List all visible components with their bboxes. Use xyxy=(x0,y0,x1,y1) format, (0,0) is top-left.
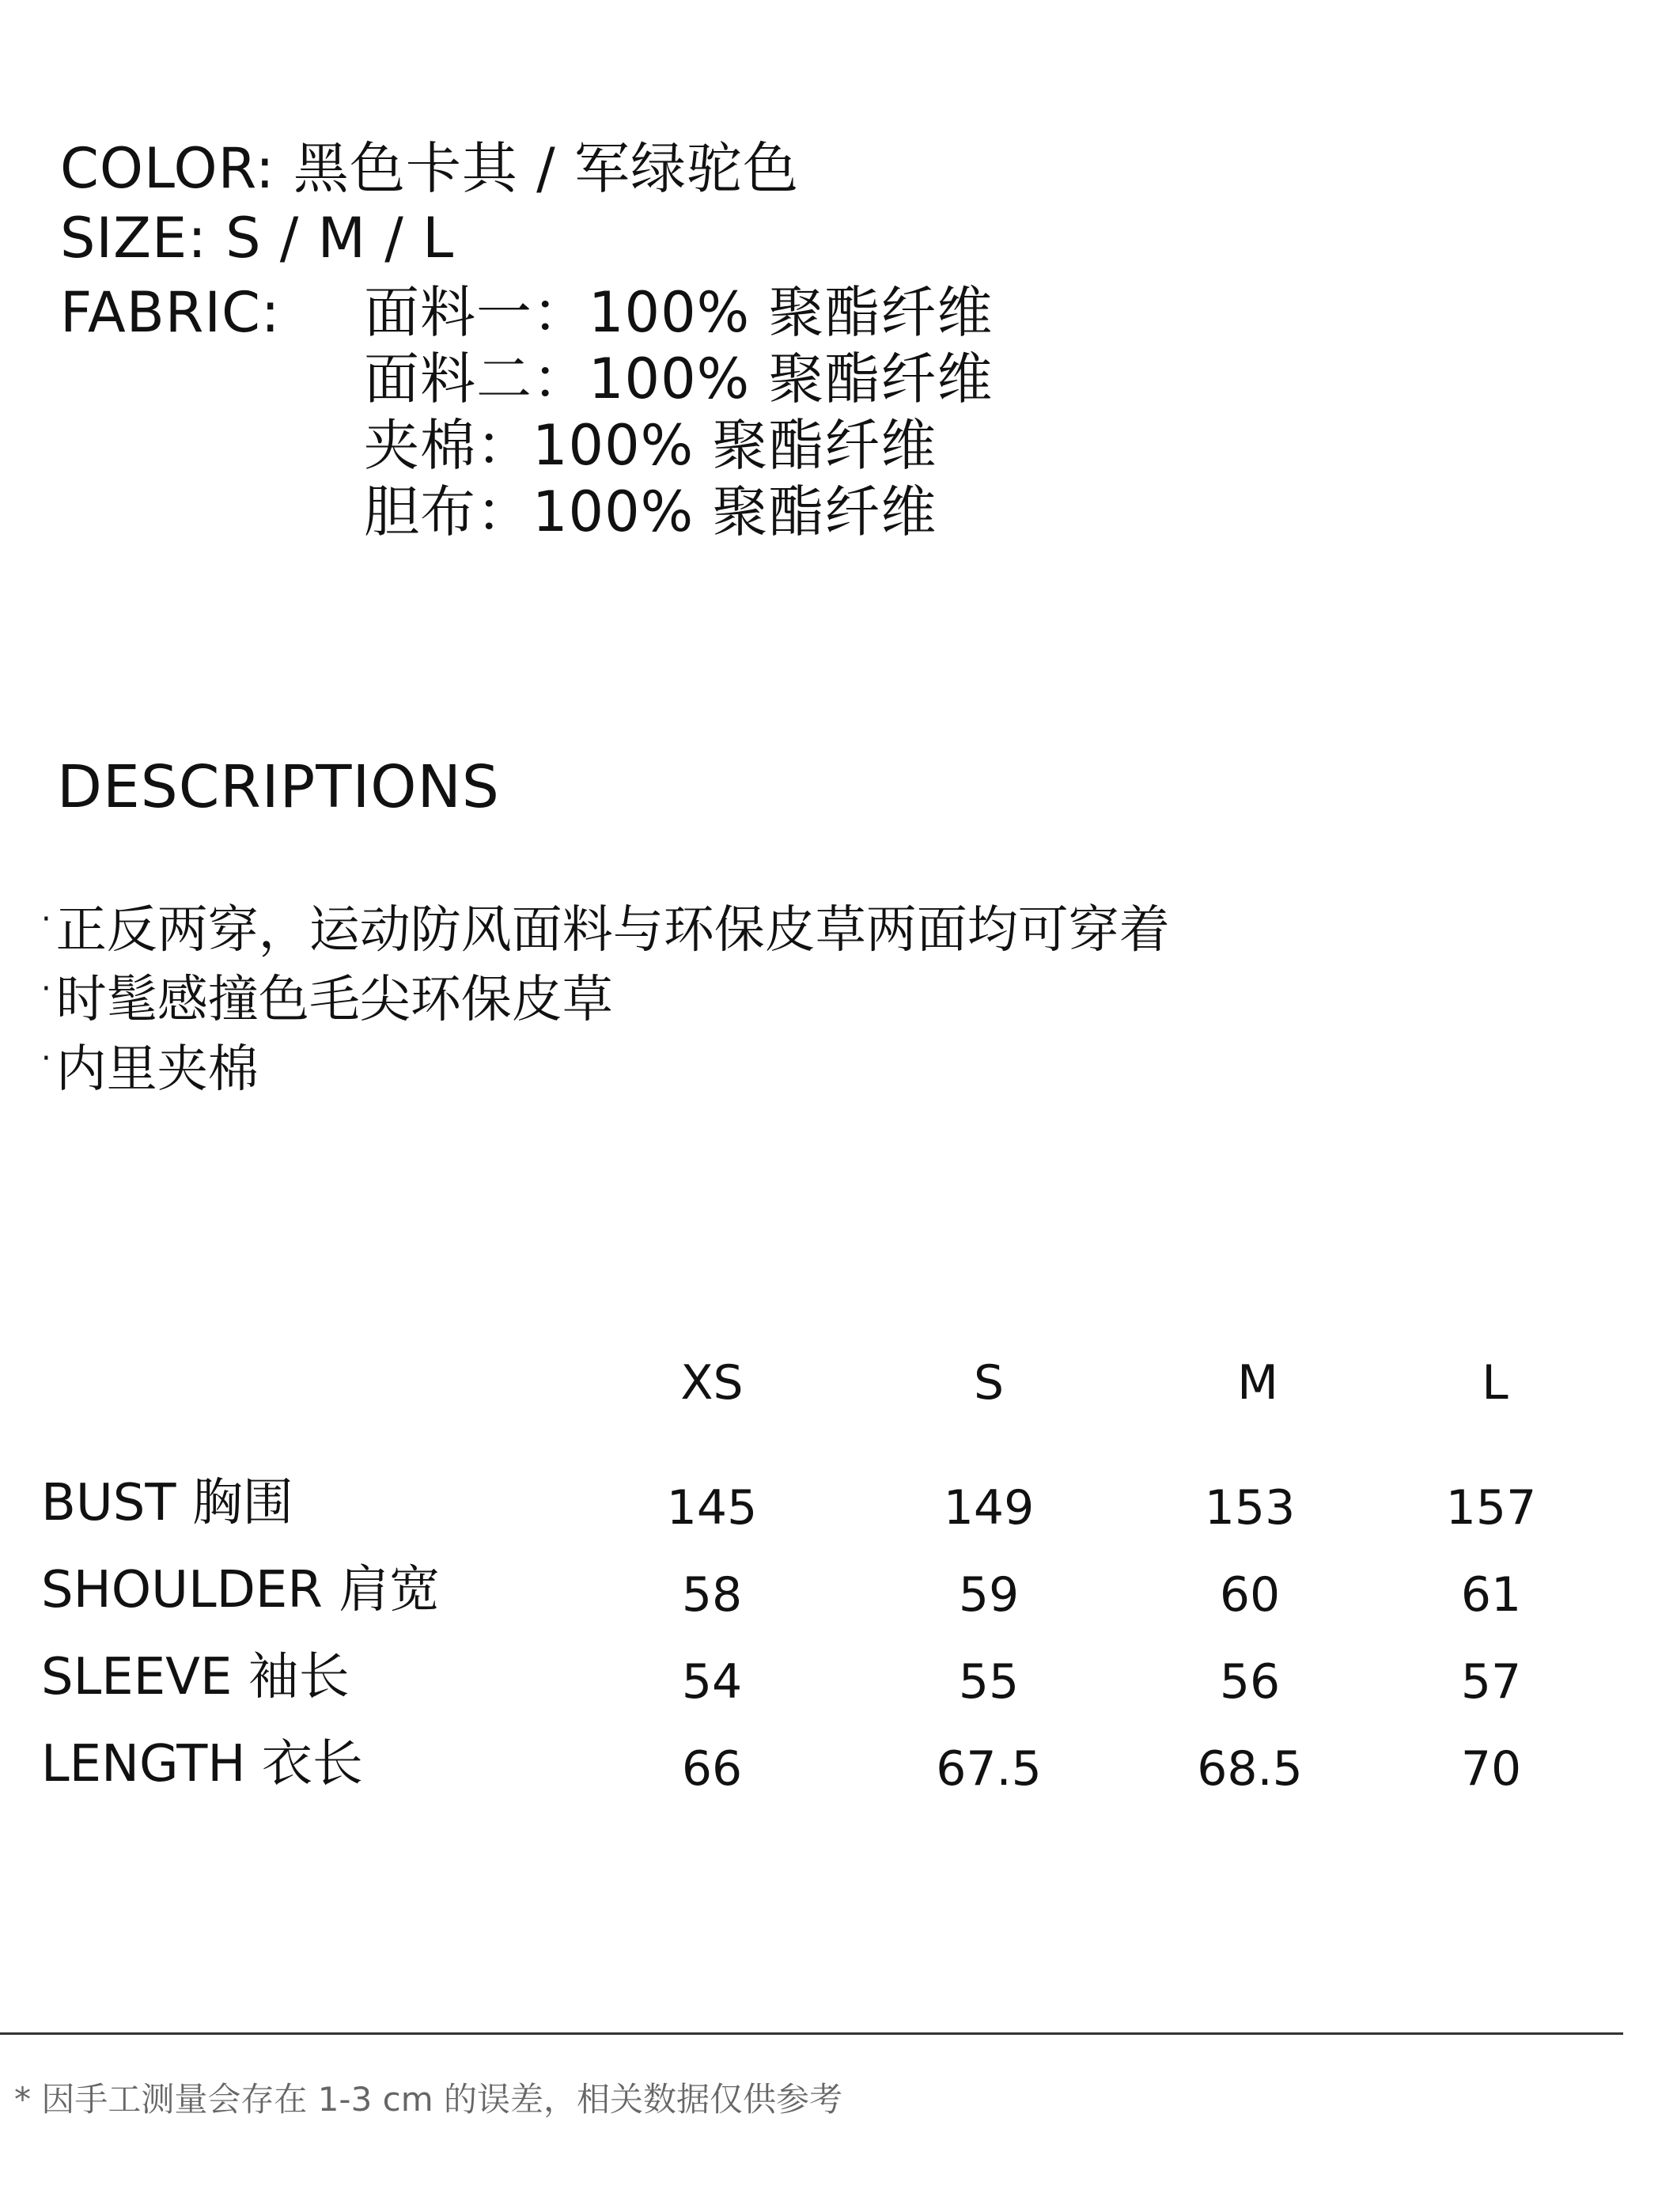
size-header-s: S xyxy=(973,1355,1005,1411)
fabric-row xyxy=(60,280,281,345)
bullet-dot: · xyxy=(41,971,51,1007)
table-cell: 58 xyxy=(681,1567,743,1623)
measurement-footnote: * 因手工测量会存在 1-3 cm 的误差，相关数据仅供参考 xyxy=(14,2080,843,2119)
table-cell: 60 xyxy=(1219,1567,1281,1623)
description-bullet xyxy=(41,971,613,1029)
description-bullet xyxy=(41,901,1170,960)
descriptions-title: DESCRIPTIONS xyxy=(57,753,500,821)
bullet-dot: · xyxy=(41,1040,51,1077)
row-label-shoulder: SHOULDER 肩宽 xyxy=(41,1561,441,1619)
table-cell: 59 xyxy=(958,1567,1020,1623)
fabric-label: FABRIC: xyxy=(60,280,281,345)
fabric-line: 面料一：100% 聚酯纤维 xyxy=(364,280,994,345)
fabric-line: 面料二：100% 聚酯纤维 xyxy=(364,347,994,411)
table-cell: 157 xyxy=(1445,1480,1537,1536)
color-value: 黑色卡其 / 军绿驼色 xyxy=(293,136,800,201)
table-cell: 55 xyxy=(958,1654,1020,1710)
size-label: SIZE: xyxy=(60,206,207,271)
row-label-length: LENGTH 衣长 xyxy=(41,1735,363,1793)
color-row xyxy=(60,136,800,201)
color-label: COLOR: xyxy=(60,136,275,201)
table-cell: 57 xyxy=(1460,1654,1522,1710)
table-cell: 56 xyxy=(1219,1654,1281,1710)
bullet-text: 内里夹棉 xyxy=(55,1040,259,1099)
bullet-text: 时髦感撞色毛尖环保皮草 xyxy=(55,971,613,1029)
table-cell: 61 xyxy=(1460,1567,1522,1623)
table-cell: 149 xyxy=(943,1480,1035,1536)
description-bullet xyxy=(41,1040,259,1099)
size-value: S / M / L xyxy=(225,206,455,271)
bullet-dot: · xyxy=(41,901,51,937)
size-header-m: M xyxy=(1237,1355,1278,1411)
table-cell: 68.5 xyxy=(1197,1741,1303,1797)
table-cell: 54 xyxy=(681,1654,743,1710)
row-label-sleeve: SLEEVE 袖长 xyxy=(41,1648,350,1706)
bullet-text: 正反两穿，运动防风面料与环保皮草两面均可穿着 xyxy=(55,901,1170,960)
divider xyxy=(0,2032,1623,2035)
table-cell: 145 xyxy=(666,1480,758,1536)
fabric-line: 胆布：100% 聚酯纤维 xyxy=(364,479,937,544)
table-cell: 67.5 xyxy=(936,1741,1042,1797)
fabric-line: 夹棉：100% 聚酯纤维 xyxy=(364,413,937,478)
size-row xyxy=(60,206,455,271)
table-cell: 153 xyxy=(1204,1480,1296,1536)
table-cell: 70 xyxy=(1460,1741,1522,1797)
size-header-l: L xyxy=(1482,1355,1508,1411)
row-label-bust: BUST 胸围 xyxy=(41,1474,293,1532)
table-cell: 66 xyxy=(681,1741,743,1797)
size-header-xs: XS xyxy=(680,1355,744,1411)
